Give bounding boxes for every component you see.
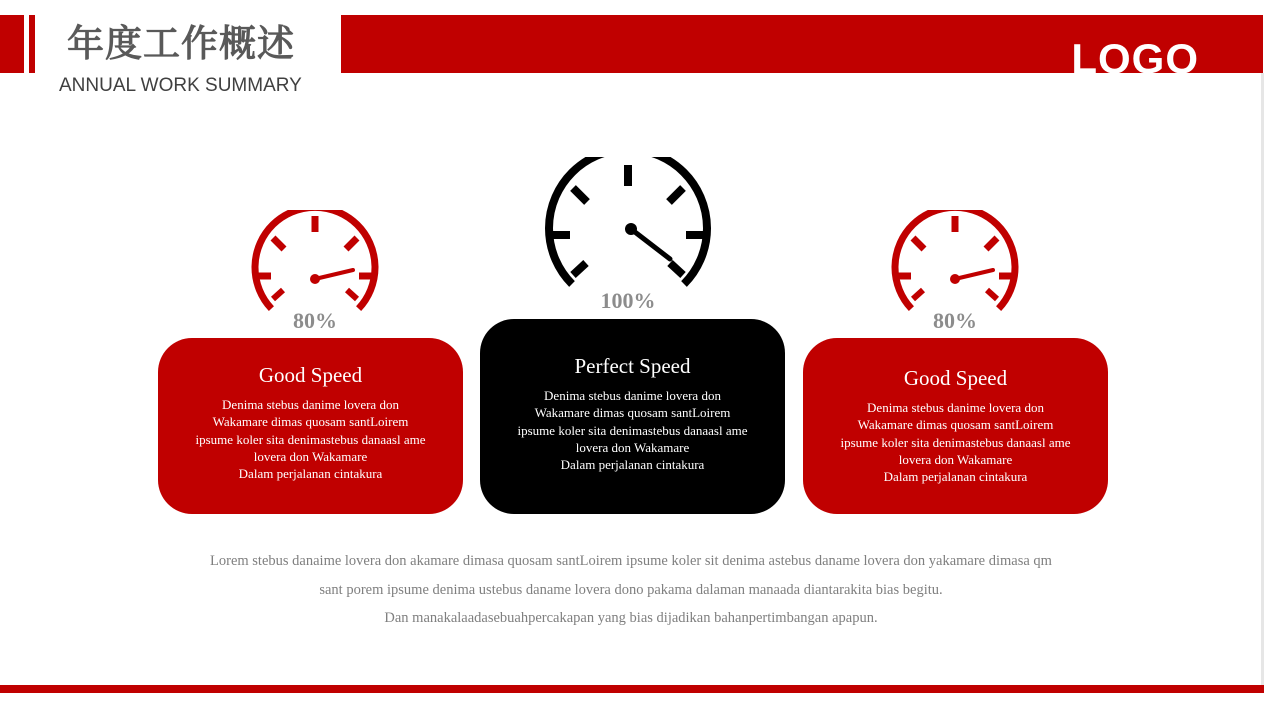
gauge-percent-label: 100% <box>600 288 656 313</box>
card-title: Good Speed <box>903 366 1008 390</box>
speedometer-icon <box>889 210 1021 314</box>
logo: LOGO <box>1071 35 1199 82</box>
speedometer-icon <box>543 157 713 291</box>
gauge-percent-label: 80% <box>933 308 977 333</box>
speedometer-icon <box>249 210 381 314</box>
card-good-speed-left <box>158 338 463 514</box>
card-text: Denima stebus danime lovera don Wakamare dimas quosam santLoirem ipsume koler sita denimastebus danaasl ame lovera don Wakamare Dalam perjalanan cintakura <box>840 400 1071 485</box>
footer-paragraph-line-3: Dan manakalaadasebuahpercakapan yang bias dijadikan bahanpertimbangan apapun. <box>384 610 878 626</box>
page-subtitle: ANNUAL WORK SUMMARY <box>59 75 302 96</box>
card-title: Good Speed <box>258 363 363 387</box>
card-good-speed-right <box>803 338 1108 514</box>
footer-paragraph-line-1: Lorem stebus danaime lovera don akamare dimasa quosam santLoirem ipsume koler sit denima astebus daname lovera don yakamare dimasa qm <box>210 553 1052 569</box>
header-accent-bar-thin <box>29 15 35 73</box>
header-accent-bar-left <box>0 15 24 73</box>
card-perfect-speed <box>480 319 785 514</box>
gauge-percent-label: 80% <box>293 308 337 333</box>
footer-accent-bar <box>0 685 1264 693</box>
card-text: Denima stebus danime lovera don Wakamare dimas quosam santLoirem ipsume koler sita denimastebus danaasl ame lovera don Wakamare Dalam perjalanan cintakura <box>517 388 748 473</box>
page-title: 年度工作概述 <box>67 22 295 65</box>
card-text: Denima stebus danime lovera don Wakamare dimas quosam santLoirem ipsume koler sita denimastebus danaasl ame lovera don Wakamare Dalam perjalanan cintakura <box>195 397 426 482</box>
header-banner <box>341 15 1263 82</box>
card-title: Perfect Speed <box>574 354 691 378</box>
footer-paragraph-line-2: sant porem ipsume denima ustebus daname lovera dono pakama dalaman manaada diantarakita bias begitu. <box>319 582 943 598</box>
